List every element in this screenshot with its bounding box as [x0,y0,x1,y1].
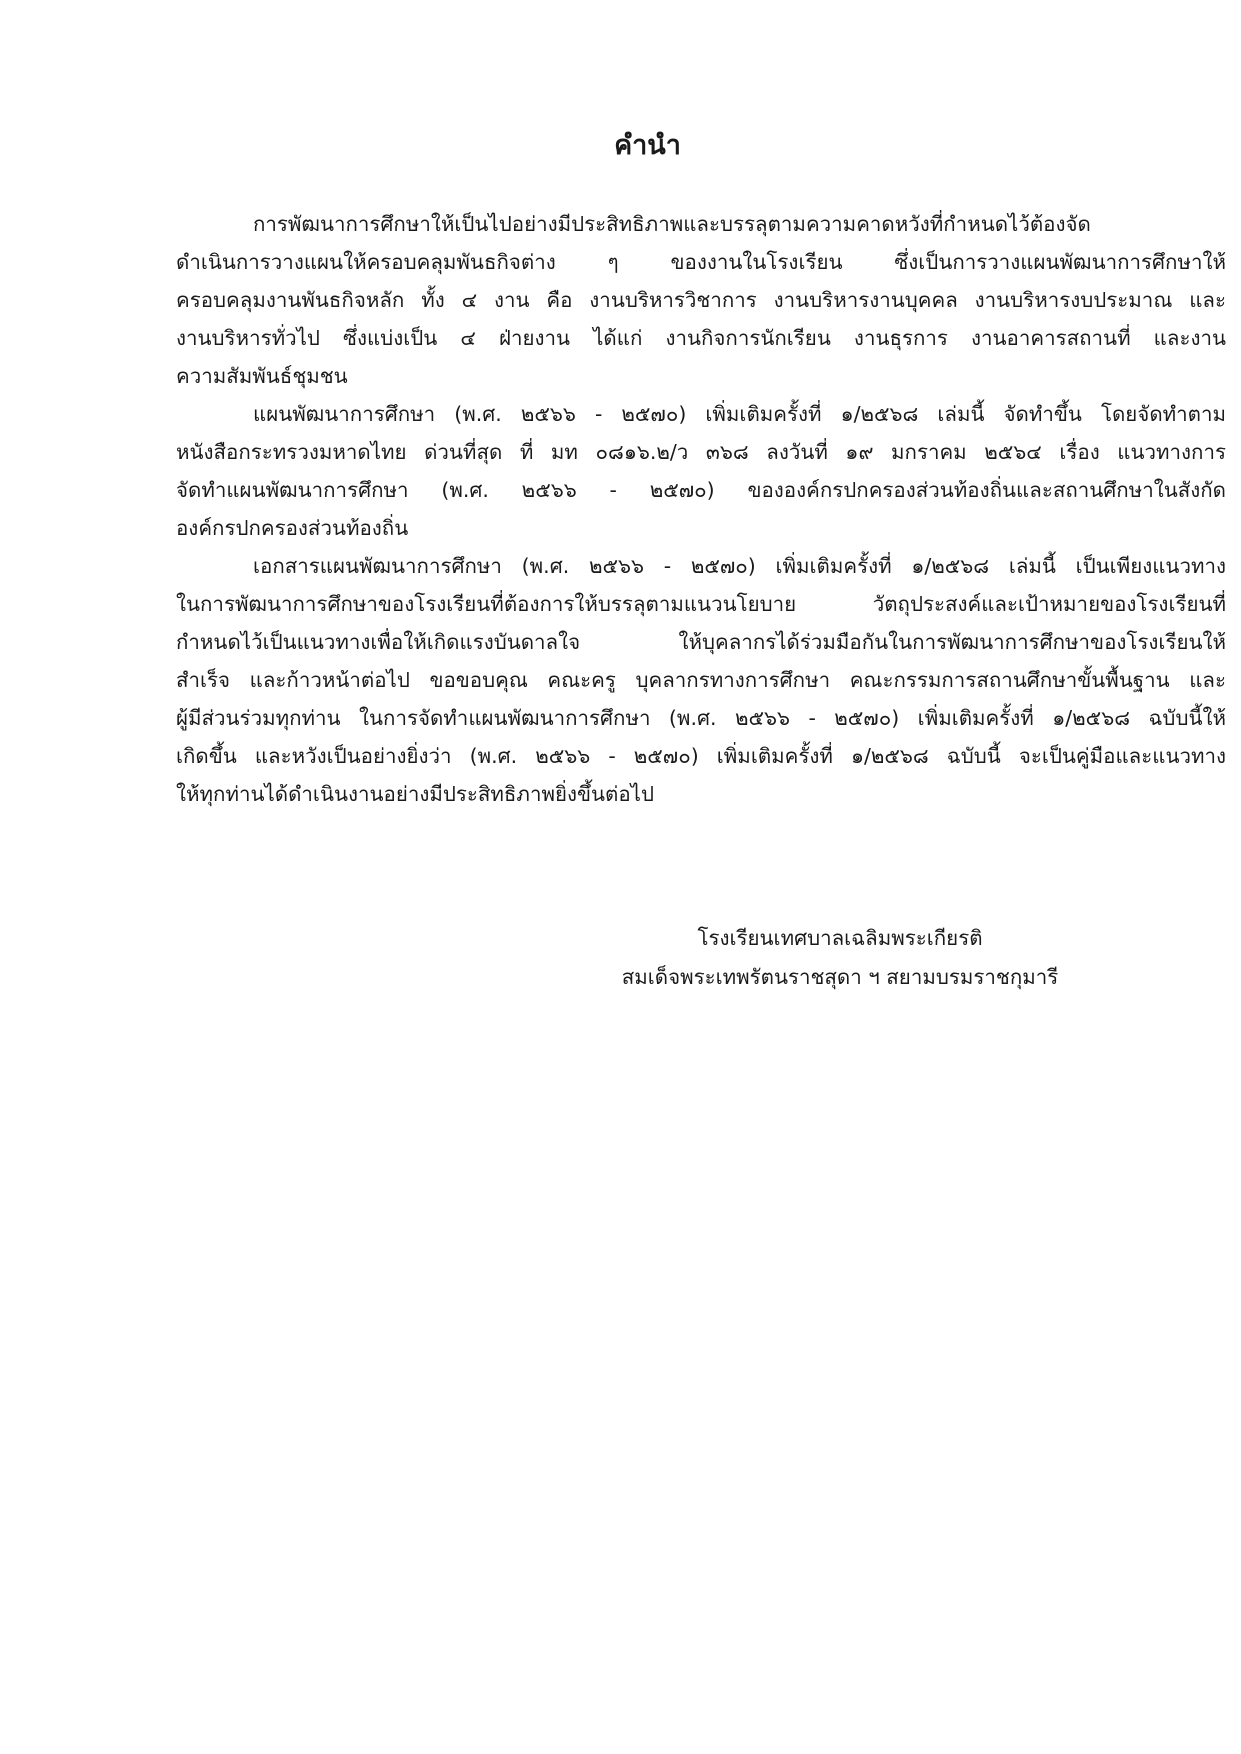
paragraph-line: งานบริหารทั่วไป ซึ่งแบ่งเป็น ๔ ฝ่ายงาน ได้แก่ งานกิจการนักเรียน งานธุรการ งานอาคารสถานที่ และงาน [176,326,1226,350]
paragraph-3 [176,547,1226,813]
paragraph-line: เกิดขึ้น และหวังเป็นอย่างยิ่งว่า (พ.ศ. ๒๕๖๖ - ๒๕๗๐) เพิ่มเติมครั้งที่ ๑/๒๕๖๘ ฉบับนี้ จะเป็นคู่มือและแนวทาง [176,744,1226,768]
signature-block [560,919,1120,997]
page-title: คำนำ [614,130,681,161]
paragraph-line: ครอบคลุมงานพันธกิจหลัก ทั้ง ๔ งาน คือ งานบริหารวิชาการ งานบริหารงานบุคคล งานบริหารงบประมาณ และ [176,288,1226,312]
paragraph-line: แผนพัฒนาการศึกษา (พ.ศ. ๒๕๖๖ - ๒๕๗๐) เพิ่มเติมครั้งที่ ๑/๒๕๖๘ เล่มนี้ จัดทำขึ้น โดยจัดทำตาม [253,402,1226,426]
paragraph-line: องค์กรปกครองส่วนท้องถิ่น [176,516,409,540]
paragraph-line: ให้ทุกท่านได้ดำเนินงานอย่างมีประสิทธิภาพยิ่งขึ้นต่อไป [176,782,654,806]
signature-school-name: โรงเรียนเทศบาลเฉลิมพระเกียรติ [697,926,983,950]
paragraph-line: สำเร็จ และก้าวหน้าต่อไป ขอขอบคุณ คณะครู บุคลากรทางการศึกษา คณะกรรมการสถานศึกษาขั้นพื้นฐาน และ [176,668,1226,692]
paragraph-line: กำหนดไว้เป็นแนวทางเพื่อให้เกิดแรงบันดาลใจ ให้บุคลากรได้ร่วมมือกันในการพัฒนาการศึกษาของโรงเรียนให้ [176,630,1226,654]
paragraph-2 [176,395,1226,547]
paragraph-line: ผู้มีส่วนร่วมทุกท่าน ในการจัดทำแผนพัฒนาการศึกษา (พ.ศ. ๒๕๖๖ - ๒๕๗๐) เพิ่มเติมครั้งที่ ๑/๒๕๖๘ ฉบับนี้ให้ [176,706,1226,730]
paragraph-line: จัดทำแผนพัฒนาการศึกษา (พ.ศ. ๒๕๖๖ - ๒๕๗๐) ขององค์กรปกครองส่วนท้องถิ่นและสถานศึกษาในสังกัด [176,478,1226,502]
signature-school-name-continued: สมเด็จพระเทพรัตนราชสุดา ฯ สยามบรมราชกุมารี [621,965,1059,989]
paragraph-line: เอกสารแผนพัฒนาการศึกษา (พ.ศ. ๒๕๖๖ - ๒๕๗๐) เพิ่มเติมครั้งที่ ๑/๒๕๖๘ เล่มนี้ เป็นเพียงแนวทาง [253,554,1226,578]
paragraph-1 [176,205,1226,395]
paragraph-line: ในการพัฒนาการศึกษาของโรงเรียนที่ต้องการให้บรรลุตามแนวนโยบาย วัตถุประสงค์และเป้าหมายของโรงเรียนที่ [176,592,1226,616]
paragraph-line: ความสัมพันธ์ชุมชน [176,364,348,388]
paragraph-line: หนังสือกระทรวงมหาดไทย ด่วนที่สุด ที่ มท ๐๘๑๖.๒/ว ๓๖๘ ลงวันที่ ๑๙ มกราคม ๒๕๖๔ เรื่อง แนวทางการ [176,440,1226,464]
paragraph-line: การพัฒนาการศึกษาให้เป็นไปอย่างมีประสิทธิภาพและบรรลุตามความคาดหวังที่กำหนดไว้ต้องจัด [253,212,1091,236]
paragraph-line: ดำเนินการวางแผนให้ครอบคลุมพันธกิจต่าง ๆ ของงานในโรงเรียน ซึ่งเป็นการวางแผนพัฒนาการศึกษาให้ [176,250,1226,274]
